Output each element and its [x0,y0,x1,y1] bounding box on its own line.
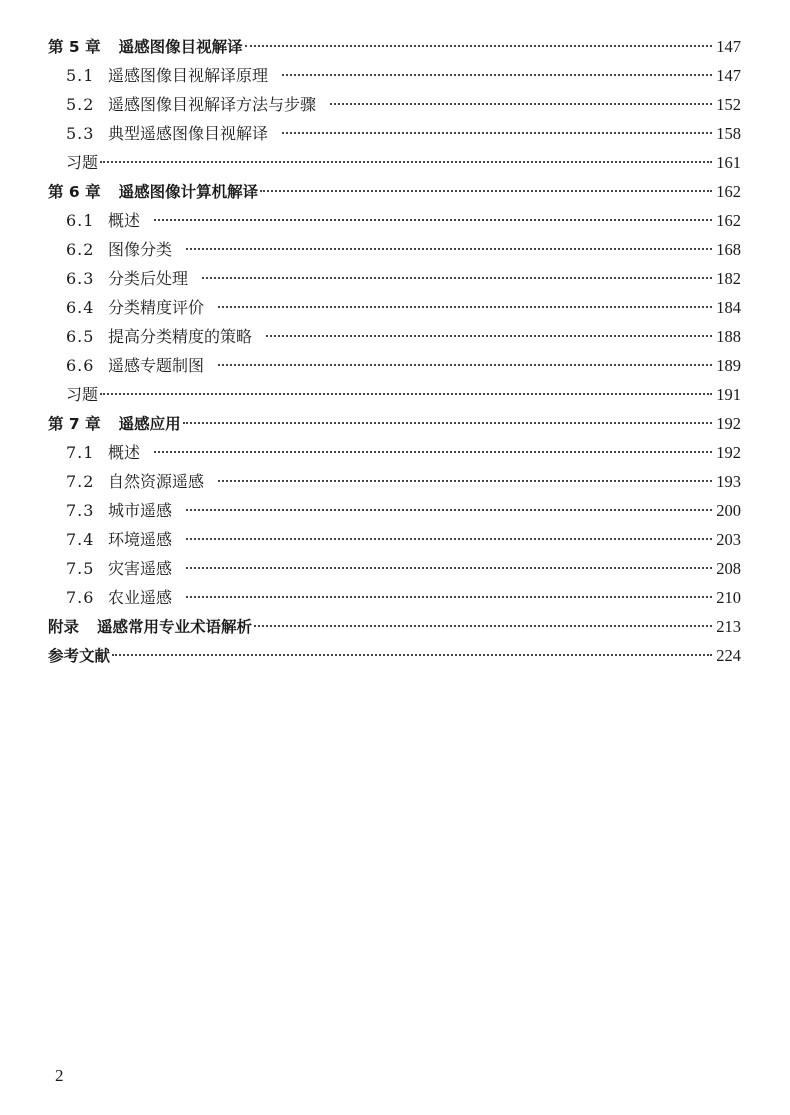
toc-entry-page: 168 [716,240,741,259]
dot-leader [186,567,712,569]
toc-entry-page: 182 [716,269,741,288]
toc-entry-title: 遥感常用专业术语解析 [97,618,253,636]
dot-leader [260,190,712,192]
toc-entry-number: 6.1 [66,211,95,230]
toc-section-entry[interactable] [48,61,741,90]
toc-entry-title: 典型遥感图像目视解译 [108,124,269,143]
toc-entry-number: 7.1 [66,443,95,462]
toc-section-entry[interactable] [48,119,741,148]
dot-leader [183,422,713,424]
toc-entry-page: 193 [716,472,741,491]
toc-section-entry[interactable] [48,554,741,583]
dot-leader [154,451,712,453]
toc-entry-title: 概述 [108,443,141,462]
toc-section-entry[interactable] [48,206,741,235]
toc-entry-number: 6.2 [66,240,95,259]
dot-leader [186,596,712,598]
table-of-contents [48,32,741,670]
toc-entry-page: 158 [716,124,741,143]
toc-entry-page: 203 [716,530,741,549]
dot-leader [112,654,712,656]
toc-entry-title: 参考文献 [48,647,111,665]
dot-leader [218,364,712,366]
toc-entry-page: 162 [716,182,741,201]
toc-entry-number: 6.3 [66,269,95,288]
toc-entry-title: 城市遥感 [108,501,173,520]
toc-entry-page: 162 [716,211,741,230]
toc-section-entry[interactable] [48,293,741,322]
toc-entry-title: 遥感专题制图 [108,356,205,375]
toc-exercise-entry[interactable] [48,380,741,409]
toc-section-entry[interactable] [48,583,741,612]
toc-entry-page: 189 [716,356,741,375]
toc-chapter-entry[interactable] [48,641,741,670]
dot-leader [100,393,712,395]
toc-section-entry[interactable] [48,467,741,496]
toc-entry-number: 第 5 章 [48,38,101,56]
toc-section-entry[interactable] [48,525,741,554]
toc-entry-title: 习题 [66,153,99,172]
toc-entry-title: 分类后处理 [108,269,189,288]
toc-chapter-entry[interactable] [48,177,741,206]
toc-entry-page: 192 [716,443,741,462]
dot-leader [186,248,712,250]
toc-entry-number: 6.6 [66,356,95,375]
toc-entry-page: 200 [716,501,741,520]
toc-section-entry[interactable] [48,496,741,525]
toc-entry-page: 224 [716,646,741,665]
toc-entry-number: 6.5 [66,327,95,346]
dot-leader [254,625,712,627]
toc-entry-title: 环境遥感 [108,530,173,549]
toc-entry-number: 7.4 [66,530,95,549]
toc-chapter-entry[interactable] [48,409,741,438]
dot-leader [186,509,712,511]
toc-entry-number: 第 6 章 [48,183,101,201]
toc-entry-page: 147 [716,37,741,56]
dot-leader [218,480,712,482]
dot-leader [330,103,712,105]
toc-entry-page: 213 [716,617,741,636]
dot-leader [218,306,712,308]
toc-entry-number: 5.2 [66,95,95,114]
toc-entry-page: 152 [716,95,741,114]
dot-leader [282,74,712,76]
toc-entry-number: 7.3 [66,501,95,520]
dot-leader [202,277,712,279]
toc-entry-page: 184 [716,298,741,317]
toc-section-entry[interactable] [48,235,741,264]
toc-entry-title: 习题 [66,385,99,404]
toc-entry-title: 遥感图像目视解译 [118,38,243,56]
toc-section-entry[interactable] [48,322,741,351]
toc-entry-title: 遥感图像目视解译方法与步骤 [108,95,317,114]
dot-leader [186,538,712,540]
toc-entry-page: 210 [716,588,741,607]
toc-section-entry[interactable] [48,438,741,467]
toc-exercise-entry[interactable] [48,148,741,177]
toc-entry-page: 208 [716,559,741,578]
toc-entry-title: 灾害遥感 [108,559,173,578]
toc-entry-title: 遥感图像计算机解译 [118,183,259,201]
toc-entry-number: 7.2 [66,472,95,491]
toc-entry-title: 分类精度评价 [108,298,205,317]
toc-section-entry[interactable] [48,351,741,380]
toc-section-entry[interactable] [48,264,741,293]
toc-entry-number: 6.4 [66,298,95,317]
toc-entry-page: 188 [716,327,741,346]
page-number: 2 [55,1066,64,1085]
toc-entry-page: 191 [716,385,741,404]
toc-entry-number: 附录 [48,618,80,636]
dot-leader [266,335,712,337]
toc-entry-number: 7.5 [66,559,95,578]
toc-section-entry[interactable] [48,90,741,119]
toc-entry-title: 图像分类 [108,240,173,259]
toc-entry-number: 7.6 [66,588,95,607]
toc-entry-title: 遥感图像目视解译原理 [108,66,269,85]
toc-entry-title: 遥感应用 [118,415,181,433]
toc-chapter-entry[interactable] [48,612,741,641]
toc-chapter-entry[interactable] [48,32,741,61]
toc-entry-number: 5.1 [66,66,95,85]
toc-entry-page: 161 [716,153,741,172]
toc-entry-title: 自然资源遥感 [108,472,205,491]
dot-leader [245,45,713,47]
toc-entry-title: 概述 [108,211,141,230]
toc-entry-page: 147 [716,66,741,85]
toc-entry-page: 192 [716,414,741,433]
toc-entry-number: 第 7 章 [48,415,101,433]
dot-leader [154,219,712,221]
dot-leader [100,161,712,163]
toc-entry-number: 5.3 [66,124,95,143]
toc-entry-title: 农业遥感 [108,588,173,607]
toc-entry-title: 提高分类精度的策略 [108,327,253,346]
dot-leader [282,132,712,134]
